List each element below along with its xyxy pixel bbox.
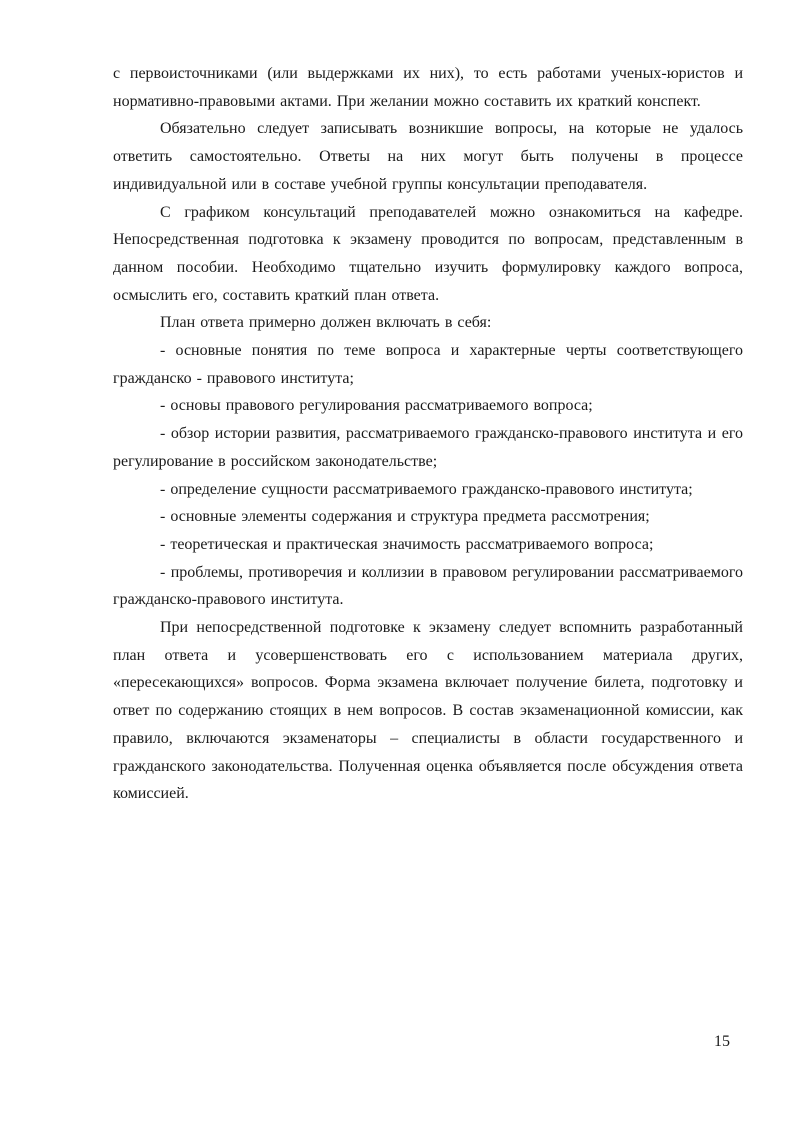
paragraph-12: При непосредственной подготовке к экзамену следует вспомнить разработанный план ответа и усовершенствовать его с использованием материала других, «пересекающихся» вопросов. Форма экзамена включает получение билета, подготовку и ответ по содержанию стоящих в нем вопросов. В состав экзаменационной комиссии, как правило, включаются экзаменаторы – специалисты в области государственного и гражданского законодательства. Полученная оценка объявляется после обсуждения ответа комиссией. — [113, 619, 743, 803]
document-body — [113, 60, 743, 808]
paragraph-2: Обязательно следует записывать возникшие вопросы, на которые не удалось ответить самостоятельно. Ответы на них могут быть получены в процессе индивидуальной или в составе учебной группы консультации преподавателя. — [113, 120, 743, 193]
page-number: 15 — [714, 1033, 730, 1050]
paragraph-10: - теоретическая и практическая значимость рассматриваемого вопроса; — [160, 535, 654, 553]
paragraph-11: - проблемы, противоречия и коллизии в правовом регулировании рассматриваемого гражданско-правового института. — [113, 563, 743, 609]
paragraph-9: - основные элементы содержания и структура предмета рассмотрения; — [160, 508, 650, 526]
paragraph-4: План ответа примерно должен включать в себя: — [160, 314, 492, 332]
paragraph-8: - определение сущности рассматриваемого гражданско-правового института; — [160, 480, 693, 498]
paragraph-1: с первоисточниками (или выдержками их них), то есть работами ученых-юристов и нормативно-правовыми актами. При желании можно составить их краткий конспект. — [113, 65, 743, 110]
paragraph-7: - обзор истории развития, рассматриваемого гражданско-правового института и его регулирование в российском законодательстве; — [113, 425, 743, 470]
paragraph-6: - основы правового регулирования рассматриваемого вопроса; — [160, 397, 593, 415]
paragraph-5: - основные понятия по теме вопроса и характерные черты соответствующего гражданско - правового института; — [113, 342, 743, 387]
paragraph-3: С графиком консультаций преподавателей можно ознакомиться на кафедре. Непосредственная подготовка к экзамену проводится по вопросам, представленным в данном пособии. Необходимо тщательно изучить формулировку каждого вопроса, осмыслить его, составить краткий план ответа. — [113, 203, 743, 304]
